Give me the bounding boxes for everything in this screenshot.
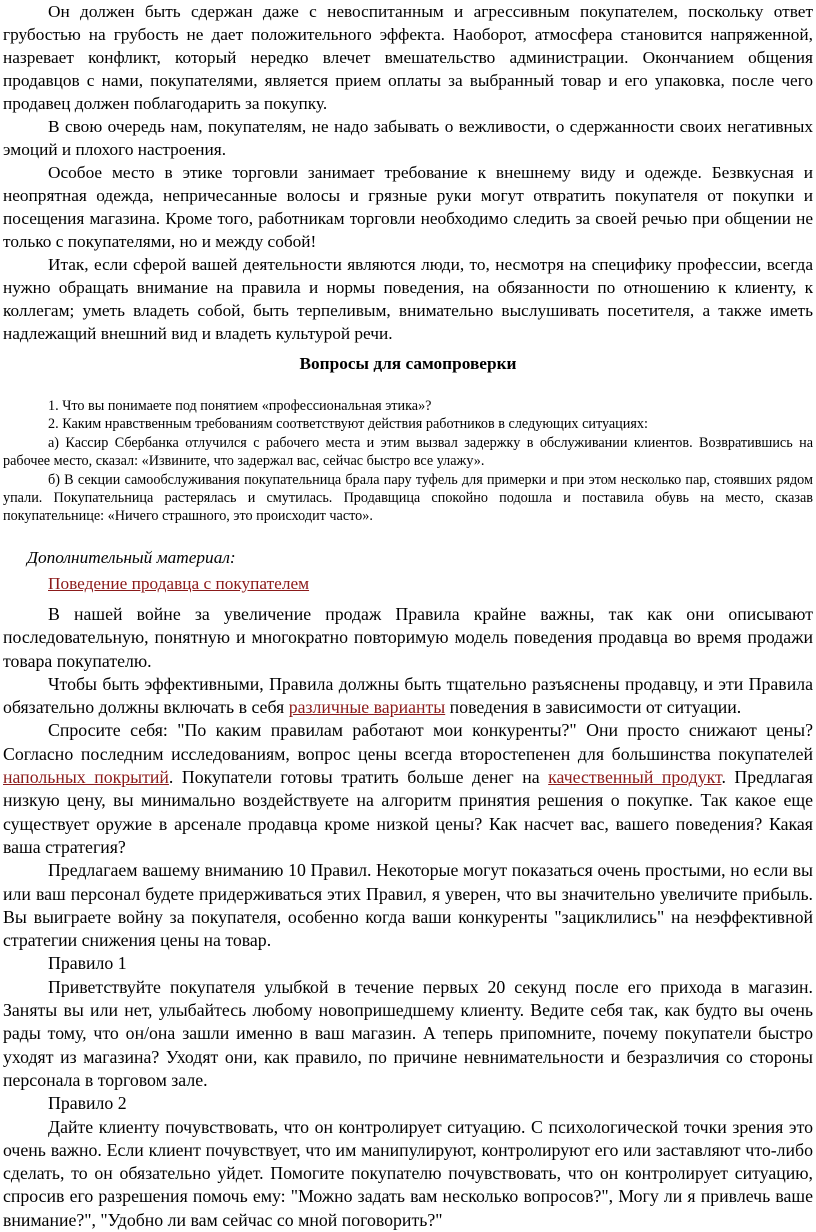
situation-b: б) В секции самообслуживания покупательница брала пару туфель для примерки и при этом несколько пар, стоявших рядом упали. Покупательница растерялась и смутилась. Продавщица спокойно подошла и поставила обувь на место, сказав покупательнице: «Ничего страшного, это происходит часто».: [3, 471, 813, 525]
questions-heading: Вопросы для самопроверки: [299, 354, 517, 373]
article-title-link[interactable]: Поведение продавца с покупателем: [48, 574, 310, 593]
rule-2-label: Правило 2: [48, 1093, 127, 1114]
text-span: Спросите себя: "По каким правилам работают мои конкуренты?" Они просто снижают цены? Согласно последним исследованиям, вопрос цены всегда второстепенен для большинства покупателей: [3, 720, 813, 764]
text-span: поведения в зависимости от ситуации.: [445, 697, 742, 718]
question-2: 2. Каким нравственным требованиям соответствуют действия работников в следующих ситуациях:: [48, 416, 648, 433]
article-section: [3, 603, 813, 1232]
questions-list: [3, 397, 813, 526]
paragraph: Особое место в этике торговли занимает требование к внешнему виду и одежде. Безвкусная и неопрятная одежда, непричесанные волосы и грязные руки могут отвратить покупателя от покупки и посещения магазина. Кроме того, работникам торговли необходимо следить за своей речью при общении не только с покупателями, но и между собой!: [3, 163, 813, 251]
paragraph: Дайте клиенту почувствовать, что он контролирует ситуацию. С психологической точки зрения это очень важно. Если клиент почувствует, что им манипулируют, контролируют его или заставляют что-либо сделать, то он обязательно уйдет. Помогите покупателю почувствовать, что он контролирует ситуацию, спросив его разрешения помочь ему: "Можно задать вам несколько вопросов?", Могу ли я привлечь ваше внимание?", "Удобно ли вам сейчас со мной поговорить?": [3, 1116, 813, 1230]
paragraph: Итак, если сферой вашей деятельности являются люди, то, несмотря на специфику профессии, всегда нужно обращать внимание на правила и нормы поведения, на обязанности по отношению к клиенту, к коллегам; уметь владеть собой, быть терпеливым, внимательно выслушивать посетителя, а также иметь надлежащий внешний вид и владеть культурой речи.: [3, 255, 813, 343]
situation-a: а) Кассир Сбербанка отлучился с рабочего места и этим вызвал задержку в обслуживании клиентов. Возвратившись на рабочее место, сказал: «Извините, что задержал вас, сейчас быстро все улажу».: [3, 434, 813, 470]
rule-1-label: Правило 1: [48, 953, 127, 974]
question-1: 1. Что вы понимаете под понятием «профессиональная этика»?: [48, 398, 432, 414]
text-span: Чтобы быть эффективными, Правила должны быть тщательно разъяснены продавцу, и эти Правила обязательно должны включать в себя: [3, 673, 813, 718]
extra-material-title: Дополнительный материал:: [27, 548, 236, 567]
top-section: [3, 0, 813, 345]
paragraph: Он должен быть сдержан даже с невоспитанным и агрессивным покупателем, поскольку ответ грубостью на грубость не дает положительного эффекта. Наоборот, атмосфера становится напряженной, назревает конфликт, который нередко влечет вмешательство администрации. Окончанием общения продавцов с нами, покупателями, является прием оплаты за выбранный товар и его упаковка, после чего продавец должен поблагодарить за покупку.: [3, 2, 813, 113]
quality-product-link[interactable]: качественный продукт: [548, 767, 722, 788]
paragraph: [3, 719, 813, 859]
paragraph: В свою очередь нам, покупателям, не надо забывать о вежливости, о сдержанности своих негативных эмоций и плохого настроения.: [3, 117, 813, 159]
floor-coverings-link[interactable]: напольных покрытий: [3, 767, 169, 788]
paragraph: Предлагаем вашему вниманию 10 Правил. Некоторые могут показаться очень простыми, но если вы или ваш персонал будете придерживаться этих Правил, я уверен, что вы значительно увеличите прибыль. Вы выиграете войну за покупателя, особенно когда ваши конкуренты "зациклились" на неэффективной стратегии снижения цены на товар.: [3, 860, 813, 951]
text-span: . Предлагая низкую цену, вы минимально воздействуете на алгоритм принятия решения о покупке. Так какое еще существует оружие в арсенале продавца кроме низкой цены? Как насчет вас, вашего поведения? Какая ваша стратегия?: [3, 767, 813, 857]
variants-link[interactable]: различные варианты: [288, 697, 446, 718]
article-title-line: [48, 573, 309, 595]
paragraph: Приветствуйте покупателя улыбкой в течение первых 20 секунд после его прихода в магазин. Заняты вы или нет, улыбайтесь любому новопришедшему клиенту. Ведите себя так, как будто вы очень рады тому, что он/она зашли именно в ваш магазин. А теперь припомните, почему покупатели быстро уходят из магазина? Уходят они, как правило, по причине невнимательности и безразличия со стороны персонала в торговом зале.: [3, 976, 813, 1090]
paragraph: В нашей войне за увеличение продаж Правила крайне важны, так как они описывают последовательную, понятную и многократно повторимую модель поведения продавца во время продажи товара покупателю.: [3, 604, 813, 671]
document-page: [3, 0, 813, 1230]
text-span: . Покупатели готовы тратить больше денег на: [168, 767, 549, 788]
paragraph: [3, 673, 813, 720]
